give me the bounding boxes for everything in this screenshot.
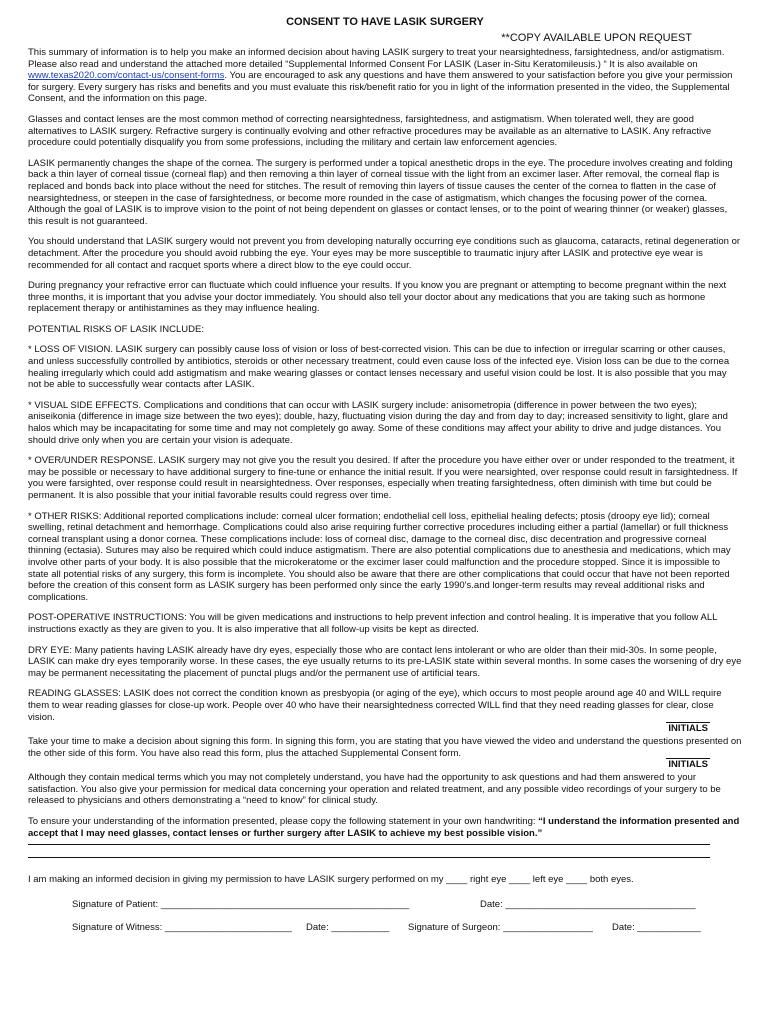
over-under-response-paragraph: * OVER/UNDER RESPONSE. LASIK surgery may not give you the result you desired. If after the procedure you have either over or under responded to the treatment, it may be possible or necessary to have additional surgery to fine-tune or enhance the initial result. If you were nearsighted, over response could result in farsightedness. If you were farsighted, over response could result in nearsightedness. Over responses, especially when treating farsightedness, often diminish with time but could be permanent. It is also possible that your initial favorable results could regress over time. (28, 455, 738, 501)
intro-paragraph (28, 47, 742, 105)
handwriting-statement: “I understand the information presented and accept that I may need glasses, contact lenses or further surgery after LASIK to achieve my best possible vision.” (28, 816, 740, 839)
patient-date-field[interactable]: Date: ____________________________________ (480, 898, 696, 910)
decision-paragraph: I am making an informed decision in giving my permission to have LASIK surgery performed on my ____ right eye ____ left eye ____ both eyes. (28, 874, 634, 886)
alternatives-paragraph: Glasses and contact lenses are the most common method of correcting nearsightedness, farsightedness, and astigmatism. When tolerated well, they are good alternatives to LASIK surgery. Refractive surgery is continually evolving and other refractive procedures may be available as an alternative to LASIK. Any refractive procedure could potentially disqualify you from some professions, including the military and certain law enforcement agencies. (28, 113, 712, 149)
intro-text-after-link: . You are encouraged to ask any questions and have them answered to your satisfaction before you give your permission for surgery. Every surgery has risks and benefits and you must evaluate this risk/benefit ratio for you in light of the information presented in the video, the Supplemental Consent, and the information on this page. (28, 70, 733, 105)
conditions-paragraph: You should understand that LASIK surgery would not prevent you from developing naturally occurring eye conditions such as glaucoma, cataracts, retinal degeneration or detachment. After the procedure you should avoid rubbing the eye. Your eyes may be more susceptible to traumatic injury after LASIK and protective eye wear is recommended for all contact and racquet sports where a direct blow to the eye could occur. (28, 236, 741, 271)
witness-date-field[interactable]: Date: ___________ (306, 921, 390, 933)
initials-field-1[interactable] (28, 723, 710, 734)
take-time-paragraph: Take your time to make a decision about signing this form. In signing this form, you are stating that you have viewed the video and understand the questions presented on the other side of this form. You have also read this form, plus the attached Supplemental Consent form. (28, 736, 742, 759)
document-title: CONSENT TO HAVE LASIK SURGERY (286, 16, 484, 28)
copy-available-note: **COPY AVAILABLE UPON REQUEST (501, 32, 692, 44)
visual-side-effects-paragraph: * VISUAL SIDE EFFECTS. Complications and conditions that can occur with LASIK surgery include: anisometropia (difference in power between the two eyes); aniseikonia (difference in image size between the two eyes); double, hazy, fluctuating vision during the day and from day to day; increased sensitivity to light, glare and halos which may be incapacitating for some time and may not completely go away. Some of these conditions may affect your ability to drive and judge distances. You should drive only when you are certain your vision is adequate. (28, 399, 728, 446)
witness-signature-field[interactable]: Signature of Witness: ________________________ (72, 921, 292, 933)
pregnancy-paragraph: During pregnancy your refractive error can fluctuate which could influence your results. If you know you are pregnant or attempting to become pregnant within the next three months, it is important that you advise your doctor immediately. You should also tell your doctor about any medications that you are taking such as hormone replacement therapy or antihistamines as they may influence healing. (28, 280, 727, 315)
handwriting-line-2[interactable] (28, 845, 710, 858)
risks-heading: POTENTIAL RISKS OF LASIK INCLUDE: (28, 323, 204, 335)
handwriting-intro: To ensure your understanding of the information presented, please copy the following statement in your own handwriting: (28, 816, 536, 828)
medical-terms-paragraph: Although they contain medical terms which you may not completely understand, you have had the opportunity to ask questions and had them answered to your satisfaction. You also give your permission for medical data concerning your operation and related treatment, and any possible video recordings of your surgery to be released to physicians and others demonstrating a “need to know” for clinical study. (28, 772, 721, 807)
surgeon-date-field[interactable]: Date: ____________ (612, 921, 701, 933)
dry-eye-paragraph: DRY EYE: Many patients having LASIK already have dry eyes, especially those who are contact lens intolerant or who are older than their mid-30s. In some people, LASIK can make dry eyes temporarily worse. In these cases, the eye usually returns to its pre-LASIK state within several months. In some cases the worsening of dry eye may be permanent necessitating the placement of punctal plugs and/or the permanent use of artificial tears. (28, 644, 742, 679)
signature-block (28, 895, 742, 955)
intro-text-before-link: This summary of information is to help you make an informed decision about having LASIK surgery to treat your nearsightedness, farsightedness, and/or astigmatism. Please also read and understand the attached more detailed “Supplemental Informed Consent For LASIK (Laser in-Situ Keratomileusis.) “ It is also available on (28, 47, 725, 70)
procedure-paragraph: LASIK permanently changes the shape of the cornea. The surgery is performed under a topical anesthetic drops in the eye. The procedure involves creating and folding back a thin layer of corneal tissue (corneal flap) and then removing a thin layer of corneal tissue with the light from an excimer laser. After removal, the corneal flap is replaced and bonds back into place without the need for stitches. The result of removing thin layers of tissue causes the center of the cornea to flatten in the case of nearsightedness, or steepen in the case of farsightedness, or become more rounded in the case of astigmatism, which changes the focusing power of the cornea. Although the goal of LASIK is to improve vision to the point of not being dependent on glasses or contact lenses, or to the point of wearing thinner (or weaker) glasses, this result is not guaranteed. (28, 157, 733, 227)
initials-field-2[interactable] (28, 759, 710, 770)
loss-of-vision-paragraph: * LOSS OF VISION. LASIK surgery can possibly cause loss of vision or loss of best-corrected vision. This can be due to infection or irregular scarring or other causes, and unless successfully controlled by antibiotics, steroids or other necessary treatment, could even cause loss of the infected eye. Vision loss can be due to the cornea healing irregularly which could add astigmatism and make wearing glasses or contact lenses necessary and useful vision could be lost. It is also possible that you may not be able to successfully wear contacts after LASIK. (28, 344, 730, 391)
surgeon-signature-field[interactable]: Signature of Surgeon: _________________ (408, 921, 593, 933)
patient-signature-field[interactable]: Signature of Patient: _______________________________________________ (72, 898, 410, 910)
reading-glasses-paragraph: READING GLASSES: LASIK does not correct the condition known as presbyopia (or aging of the eye), which occurs to most people around age 40 and WILL require them to wear reading glasses for close-up work. People over 40 who have their nearsightedness corrected WILL find that they need reading glasses for clear, close vision. (28, 688, 722, 723)
initials-label-2: INITIALS (668, 759, 708, 771)
consent-forms-link[interactable]: www.texas2020.com/contact-us/consent-forms (28, 70, 225, 82)
other-risks-paragraph: * OTHER RISKS: Additional reported complications include: corneal ulcer formation; endothelial cell loss, epithelial healing defects; ptosis (droopy eye lid); corneal swelling, retinal detachment and hemorrhage. Complications could also arise requiring further corrective procedures including either a partial (lamellar) or full thickness corneal transplant using a donor cornea. These complications include: loss of corneal disc, damage to the corneal disc, disc decentration and progressive corneal thinning (ectasia). Sutures may also be required which could induce astigmatism. There are also potential complications due to anesthesia and medications, which may involve other parts of your body. It is also possible that the microkeratome or the excimer laser could malfunction and the procedure stopped. Since it is impossible to state all potential risks of any surgery, this form is incomplete. You should also be aware that there are other complications that could occur that have not been reported before the creation of this consent form as LASIK surgery has been performed only since the early 1990's.and longer-term results may reveal additional risks and complications. (28, 510, 731, 603)
initials-label-1: INITIALS (668, 723, 708, 735)
handwriting-paragraph (28, 816, 742, 839)
post-op-paragraph: POST-OPERATIVE INSTRUCTIONS: You will be given medications and instructions to help prevent infection and control healing. It is imperative that you follow ALL instructions exactly as they are given to you. It is also imperative that all follow-up visits be kept as directed. (28, 612, 718, 635)
